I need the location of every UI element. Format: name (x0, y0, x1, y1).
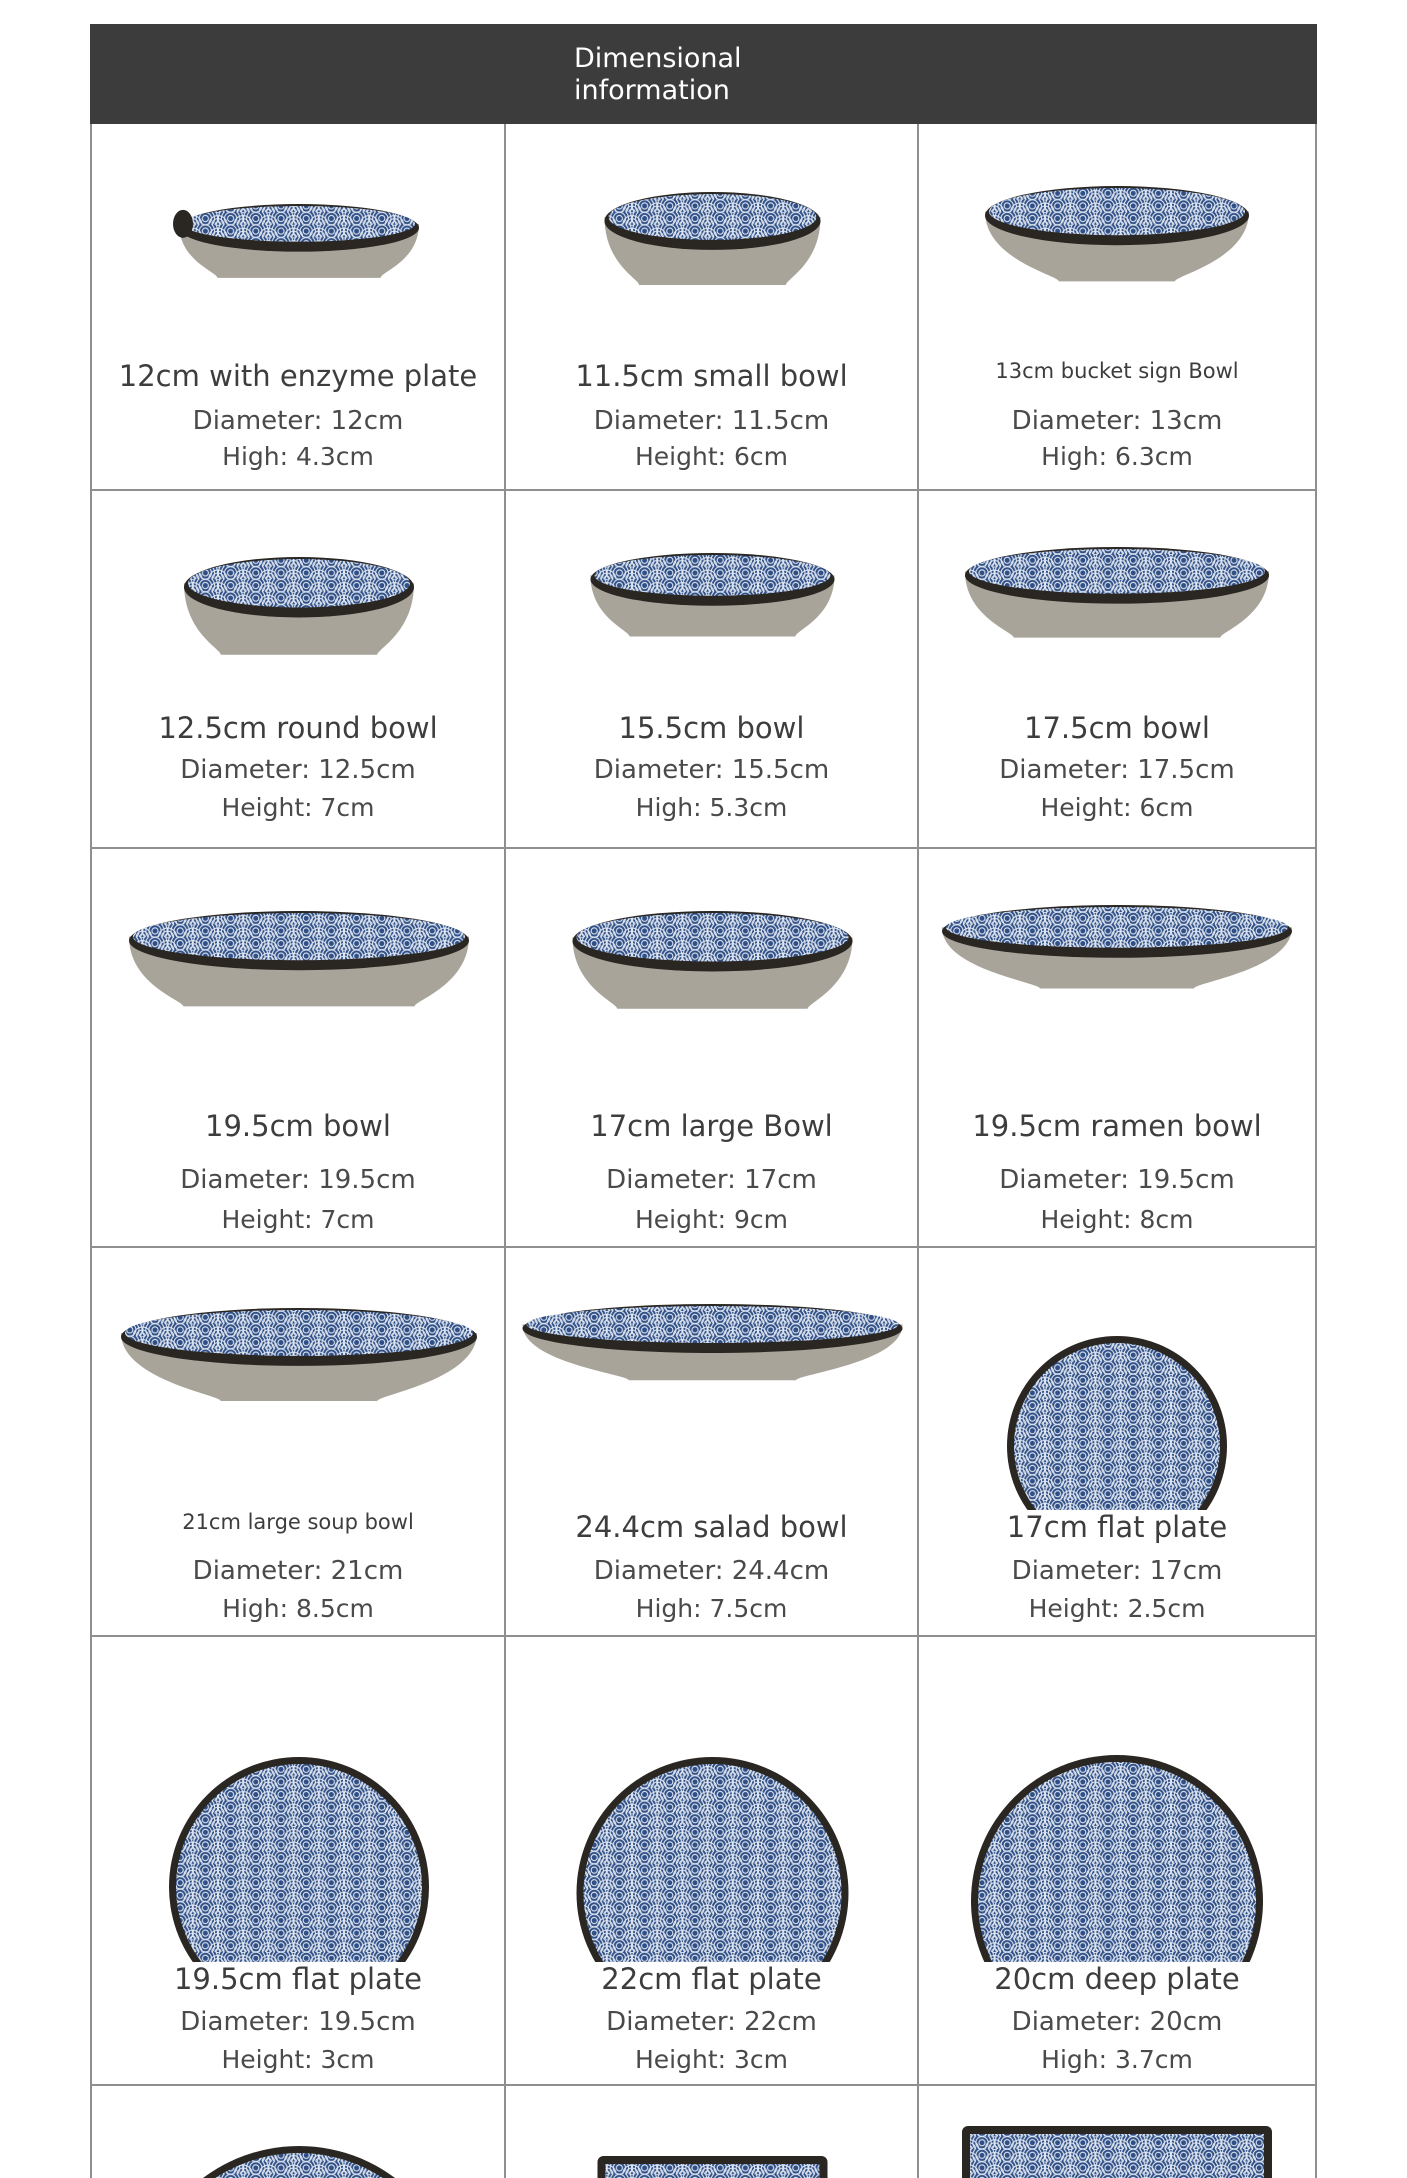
product-name: 13cm bucket sign Bowl (995, 359, 1239, 383)
wave-glaze (133, 913, 465, 960)
product-height: High: 3.7cm (1041, 2045, 1193, 2074)
product-cell (919, 849, 1315, 1248)
bowl-image (919, 849, 1315, 1109)
product-diameter: Diameter: 24.4cm (593, 1556, 830, 1586)
product-cell (919, 1637, 1315, 2086)
wave-glaze (183, 206, 415, 242)
product-diameter: Diameter: 11.5cm (593, 406, 830, 436)
plate-image (919, 1637, 1315, 1962)
product-name: 22cm flat plate (601, 1962, 822, 1996)
product-name: 21cm large soup bowl (182, 1510, 414, 1534)
product-cell (506, 2086, 919, 2178)
product-cell (506, 1248, 919, 1637)
product-name: 17.5cm bowl (1024, 711, 1210, 745)
product-diameter: Diameter: 17cm (606, 1165, 817, 1195)
product-cell (92, 491, 506, 849)
bowl-image (92, 491, 504, 711)
wave-glaze (125, 1310, 473, 1356)
header-bar (90, 24, 1317, 124)
plate-image (919, 2086, 1315, 2178)
product-cell (92, 2086, 506, 2178)
product-name: 12.5cm round bowl (158, 711, 438, 745)
product-diameter: Diameter: 22cm (606, 2007, 817, 2037)
product-name: 19.5cm bowl (205, 1109, 391, 1143)
product-cell (506, 849, 919, 1248)
plate-image (92, 1637, 504, 1962)
product-height: Height: 2.5cm (1028, 1594, 1206, 1623)
product-grid (90, 124, 1317, 2178)
product-diameter: Diameter: 17cm (1011, 1556, 1223, 1586)
wave-glaze (606, 2164, 820, 2178)
wave-glaze (946, 907, 1288, 948)
wave-glaze (188, 559, 410, 607)
product-name: 15.5cm bowl (618, 711, 805, 745)
wave-glaze (577, 913, 849, 961)
product-cell (92, 1248, 506, 1637)
wave-glaze (978, 1762, 1256, 1962)
wave-glaze (527, 1306, 899, 1343)
product-diameter: Diameter: 19.5cm (999, 1165, 1235, 1195)
product-height: Height: 7cm (221, 793, 375, 822)
product-height: Height: 6cm (634, 442, 788, 471)
bowl-image (92, 124, 504, 359)
product-height: Height: 3cm (634, 2045, 788, 2074)
product-height: High: 8.5cm (222, 1594, 374, 1623)
product-height: High: 7.5cm (635, 1594, 788, 1623)
bowl-image (506, 124, 917, 359)
product-name: 19.5cm ramen bowl (972, 1109, 1262, 1143)
product-name: 11.5cm small bowl (575, 359, 848, 393)
wave-glaze (969, 549, 1265, 594)
bowl-image (92, 1248, 504, 1510)
product-diameter: Diameter: 12.5cm (180, 755, 416, 785)
plate-image (92, 2086, 504, 2178)
product-diameter: Diameter: 20cm (1011, 2007, 1223, 2037)
product-height: Height: 8cm (1040, 1205, 1194, 1234)
product-diameter: Diameter: 13cm (1011, 406, 1223, 436)
plate-image (919, 1248, 1315, 1510)
product-height: High: 5.3cm (635, 793, 788, 822)
product-name: 12cm with enzyme plate (118, 359, 478, 393)
wave-glaze (989, 188, 1245, 235)
product-cell (92, 1637, 506, 2086)
bowl-image (506, 849, 917, 1109)
product-name: 17cm large Bowl (590, 1109, 833, 1143)
product-height: High: 4.3cm (222, 442, 374, 471)
wave-glaze (595, 555, 831, 596)
wave-glaze (609, 194, 817, 240)
bowl-image (506, 491, 917, 711)
product-name: 17cm flat plate (1006, 1510, 1228, 1544)
plate-image (506, 2086, 917, 2178)
product-cell (919, 124, 1315, 491)
product-diameter: Diameter: 15.5cm (593, 755, 830, 785)
wave-glaze (970, 2134, 1264, 2178)
product-diameter: Diameter: 12cm (192, 406, 404, 436)
product-cell (506, 491, 919, 849)
product-height: Height: 3cm (221, 2045, 375, 2074)
product-name: 20cm deep plate (994, 1962, 1240, 1996)
product-diameter: Diameter: 21cm (192, 1556, 404, 1586)
product-diameter: Diameter: 19.5cm (180, 2007, 416, 2037)
product-name: 24.4cm salad bowl (575, 1510, 848, 1544)
product-height: High: 6.3cm (1041, 442, 1193, 471)
plate-image (506, 1637, 917, 1962)
product-cell (506, 124, 919, 491)
product-cell (92, 124, 506, 491)
bowl-image (919, 491, 1315, 711)
header-title: Dimensional information (574, 43, 742, 106)
product-cell (506, 1637, 919, 2086)
product-name: 19.5cm flat plate (173, 1962, 423, 1996)
bowl-image (919, 124, 1315, 359)
product-height: Height: 9cm (634, 1205, 788, 1234)
product-cell (919, 491, 1315, 849)
product-cell (919, 1248, 1315, 1637)
product-diameter: Diameter: 19.5cm (180, 1165, 416, 1195)
bowl-image (92, 849, 504, 1109)
product-cell (919, 2086, 1315, 2178)
product-height: Height: 6cm (1040, 793, 1194, 822)
product-diameter: Diameter: 17.5cm (999, 755, 1235, 785)
bowl-image (506, 1248, 917, 1510)
product-height: Height: 7cm (221, 1205, 375, 1234)
product-cell (92, 849, 506, 1248)
wave-glaze (146, 2153, 452, 2178)
